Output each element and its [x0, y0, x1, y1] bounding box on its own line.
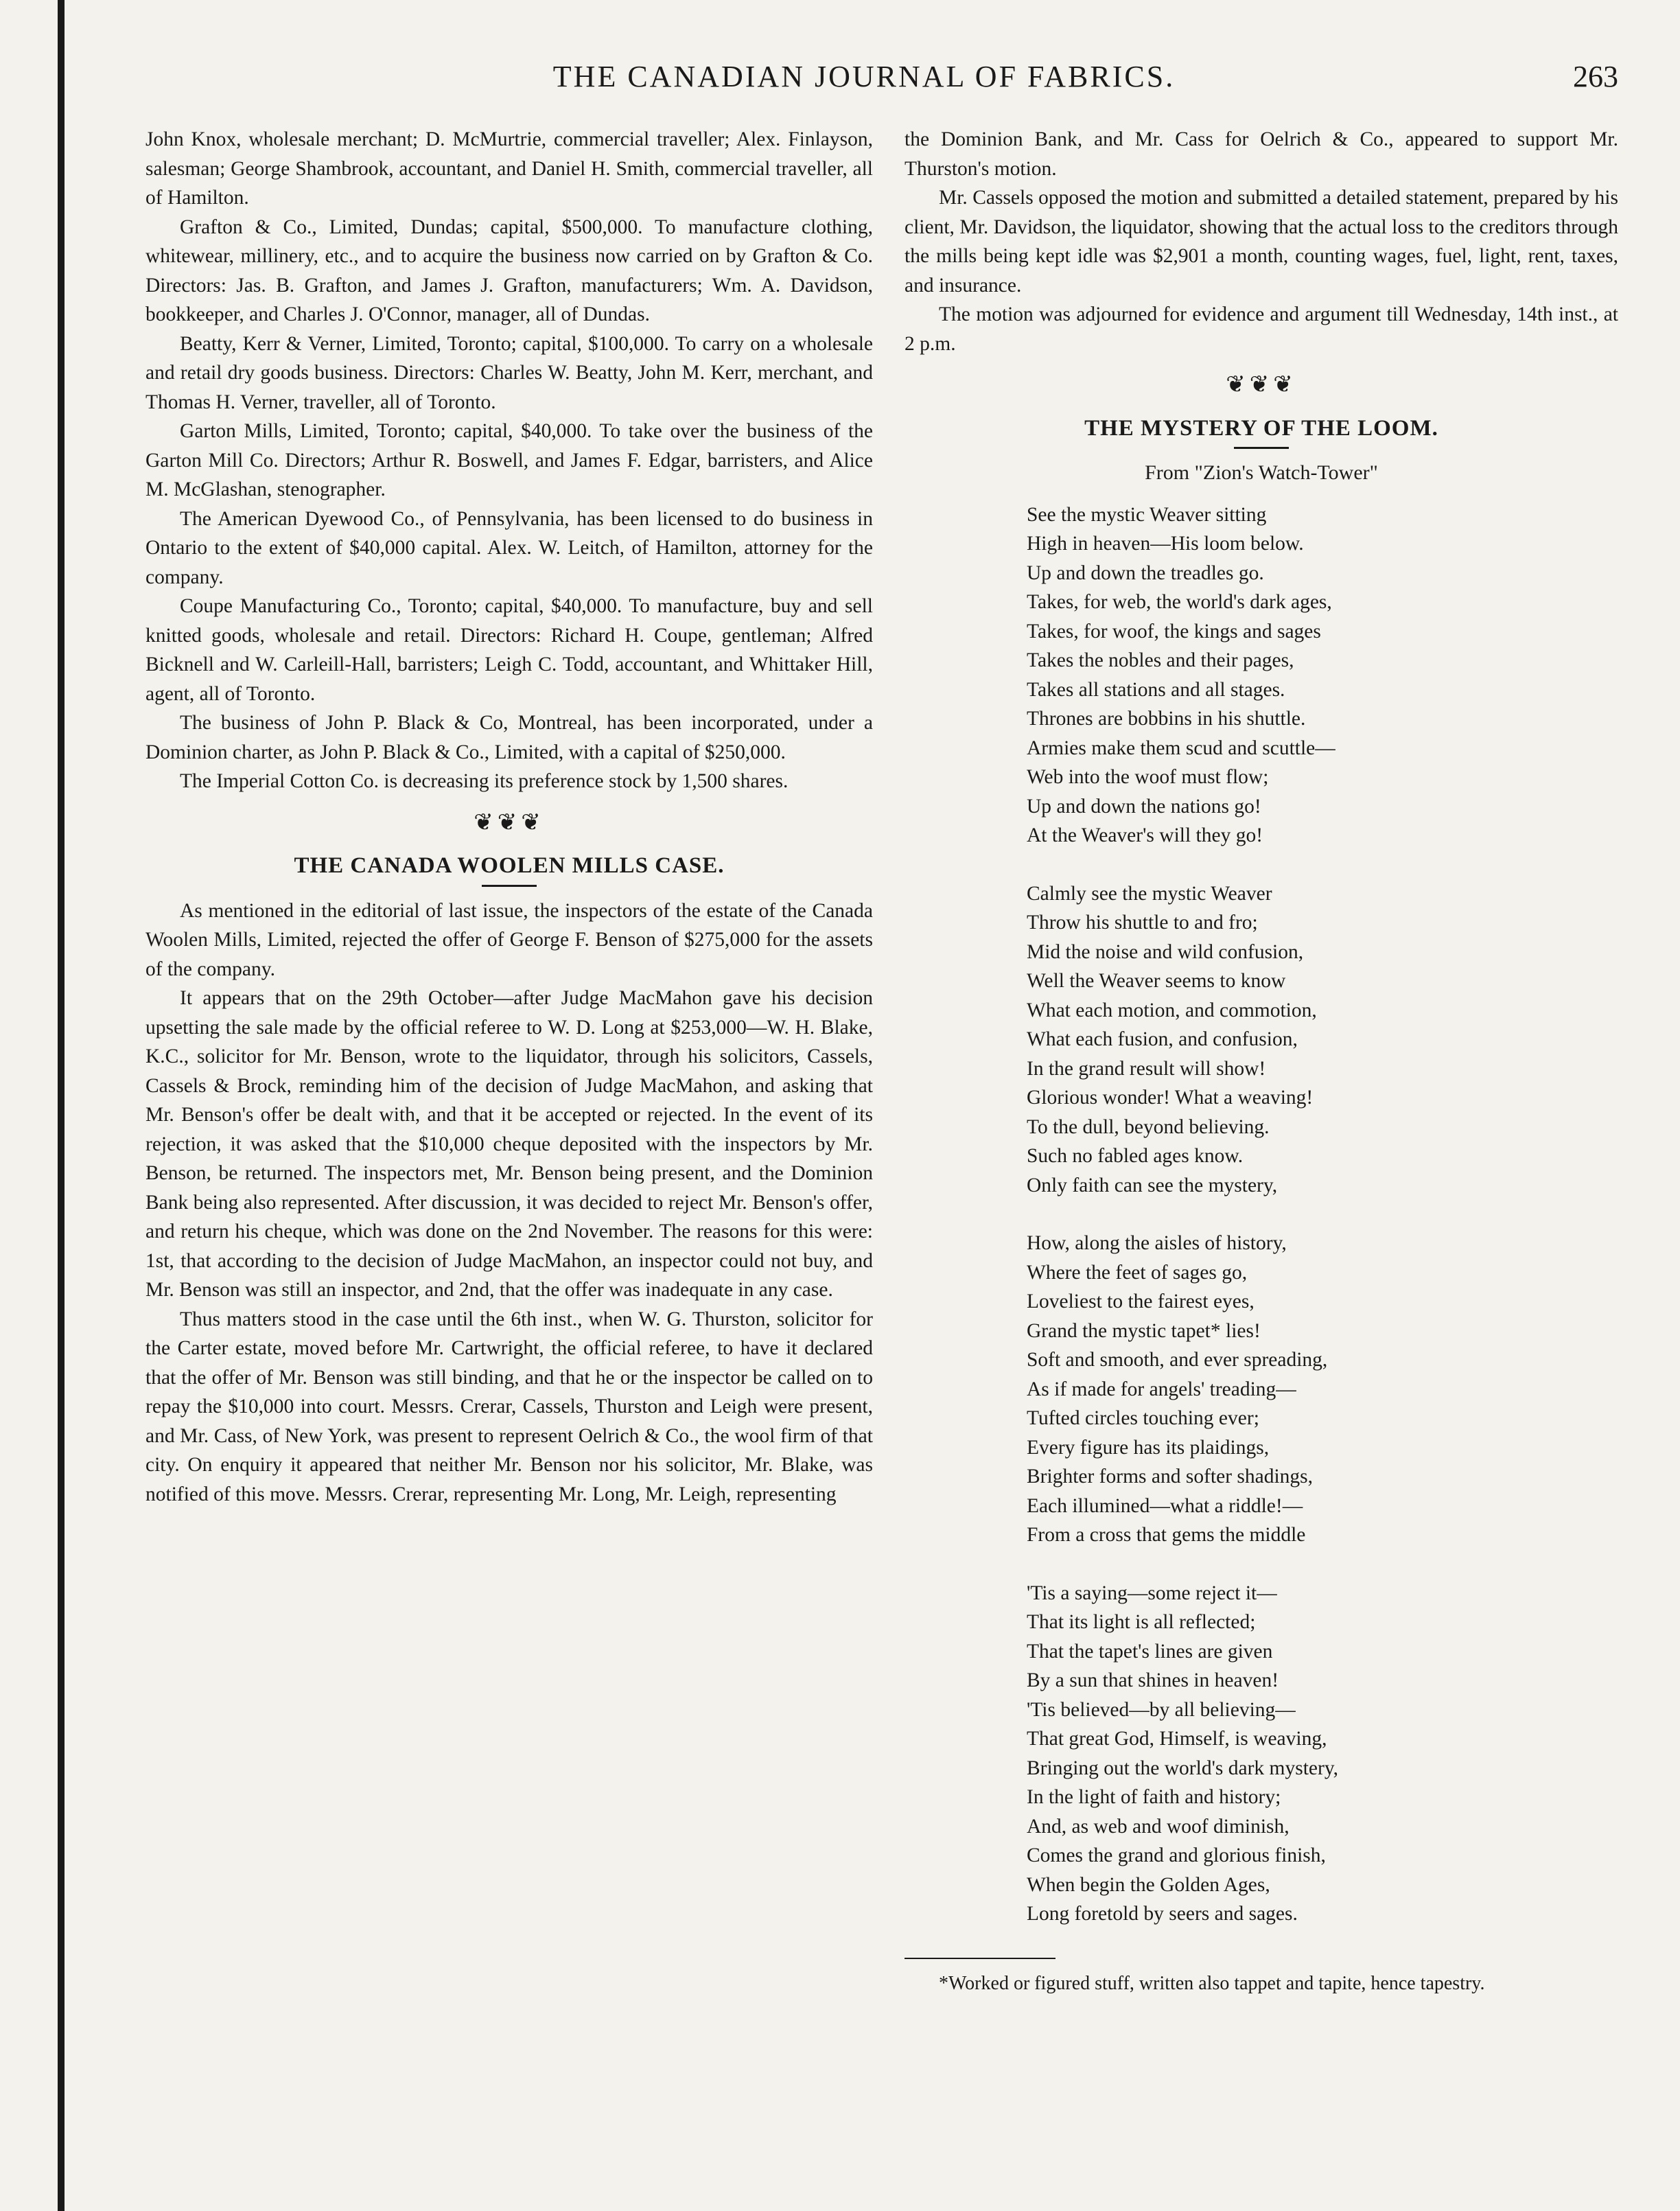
poem-line: Where the feet of sages go,: [1027, 1261, 1248, 1284]
poem-stanza: [1027, 879, 1618, 1201]
paragraph: Mr. Cassels opposed the motion and submitted a detailed statement, prepared by his client, Mr. Davidson, the liquidator, showing that the actual loss to the creditors through the mills being kept idle was $2,901 a month, counting wages, fuel, light, rent, taxes, and insurance.: [905, 187, 1618, 297]
poem-line: What each fusion, and confusion,: [1027, 1028, 1298, 1050]
poem-line: High in heaven—His loom below.: [1027, 533, 1304, 555]
right-column: [905, 125, 1618, 1998]
poem-line: Brighter forms and softer shadings,: [1027, 1466, 1314, 1487]
poem-line: Throw his shuttle to and fro;: [1027, 912, 1258, 934]
paragraph: Coupe Manufacturing Co., Toronto; capital, $40,000. To manufacture, buy and sell knitted goods, wholesale and retail. Directors: Richard H. Coupe, gentleman; Alfred Bicknell and W. Carleill-Hall, barristers; Leigh C. Todd, accountant, and Whittaker Hill, agent, all of Toronto.: [145, 595, 873, 705]
poem-line: Takes the nobles and their pages,: [1027, 649, 1294, 671]
poem-line: Loveliest to the fairest eyes,: [1027, 1290, 1255, 1312]
paragraph: Thus matters stood in the case until the 6th inst., when W. G. Thurston, solicitor for the Carter estate, moved before Mr. Cartwright, the official referee, to have it declared that the offer of Mr. Benson was still binding, and that he or the inspector be called on to repay the $10,000 into court. Messrs. Crerar, Cassels, Thurston and Leigh were present, and Mr. Cass, of New York, was present to represent Oelrich & Co., the wool firm of that city. On enquiry it appeared that neither Mr. Benson nor his solicitor, Mr. Blake, was notified of this move. Messrs. Crerar, representing Mr. Long, Mr. Leigh, representing: [145, 1308, 873, 1505]
journal-title: THE CANADIAN JOURNAL OF FABRICS.: [552, 60, 1176, 93]
footnote-rule: [905, 1958, 1055, 1959]
poem-line: That the tapet's lines are given: [1027, 1640, 1273, 1663]
section-ornament: ❦❦❦: [1226, 372, 1297, 397]
poem-line: Only faith can see the mystery,: [1027, 1174, 1278, 1196]
poem-line: Grand the mystic tapet* lies!: [1027, 1319, 1261, 1342]
footnote: *Worked or figured stuff, written also tappet and tapite, hence tapestry.: [939, 1972, 1485, 1994]
paragraph: Garton Mills, Limited, Toronto; capital, $40,000. To take over the business of the Garton Mill Co. Directors; Arthur R. Boswell, and James F. Edgar, barristers, and Alice M. McGlashan, stenographer.: [145, 420, 873, 500]
poem-line: Each illumined—what a riddle!—: [1027, 1494, 1303, 1517]
paragraph: As mentioned in the editorial of last issue, the inspectors of the estate of the Canada Woolen Mills, Limited, rejected the offer of George F. Benson of $275,000 for the assets of the company.: [145, 899, 873, 980]
poem-line: 'Tis a saying—some reject it—: [1027, 1582, 1277, 1604]
poem-line: Soft and smooth, and ever spreading,: [1027, 1349, 1328, 1371]
paragraph: John Knox, wholesale merchant; D. McMurtrie, commercial traveller; Alex. Finlayson, salesman; George Shambrook, accountant, and Daniel H. Smith, commercial traveller, all of Hamilton.: [145, 128, 873, 209]
paragraph: The Imperial Cotton Co. is decreasing its preference stock by 1,500 shares.: [180, 770, 789, 792]
section-heading: THE CANADA WOOLEN MILLS CASE.: [294, 853, 725, 878]
poem-line: Takes all stations and all stages.: [1027, 678, 1285, 701]
left-column: [145, 125, 873, 1509]
article-body: [145, 896, 873, 1509]
poem-line: Armies make them scud and scuttle—: [1027, 737, 1335, 759]
paragraph: It appears that on the 29th October—after Judge MacMahon gave his decision upsetting the sale made by the official referee to W. D. Long at $253,000—W. H. Blake, K.C., solicitor for Mr. Benson, wrote to the liquidator, through his solicitors, Cassels, Cassels & Brock, reminding him of the decision of Judge MacMahon, and asking that Mr. Benson's offer be dealt with, and that it be accepted or rejected. In the event of its rejection, it was asked that the $10,000 cheque deposited with the inspectors by Mr. Benson, be returned. The inspectors met, Mr. Benson being present, and the Dominion Bank being also represented. After discussion, it was decided to reject Mr. Benson's offer, and return his cheque, which was done on the 2nd November. The reasons for this were: 1st, that according to the decision of Judge MacMahon, an inspector could not buy, and Mr. Benson was still an inspector, and 2nd, that the offer was inadequate in any case.: [145, 987, 873, 1301]
poem-line: Up and down the treadles go.: [1027, 562, 1264, 584]
poem-line: Up and down the nations go!: [1027, 795, 1261, 818]
poem-line: Every figure has its plaidings,: [1027, 1436, 1270, 1459]
poem-stanza: [1027, 1229, 1618, 1550]
poem-line: What each motion, and commotion,: [1027, 999, 1317, 1021]
article-continuation: [905, 125, 1618, 358]
page-number: 263: [1573, 60, 1618, 93]
paragraph: Beatty, Kerr & Verner, Limited, Toronto; capital, $100,000. To carry on a wholesale and retail dry goods business. Directors: Charles W. Beatty, John M. Kerr, merchant, and Thomas H. Verner, traveller, all of Toronto.: [145, 332, 873, 413]
poem-line: To the dull, beyond believing.: [1027, 1115, 1270, 1138]
poem-line: By a sun that shines in heaven!: [1027, 1669, 1279, 1691]
poem-line: How, along the aisles of history,: [1027, 1232, 1287, 1254]
poem-line: Such no fabled ages know.: [1027, 1145, 1244, 1167]
paragraph: The motion was adjourned for evidence and argument till Wednesday, 14th inst., at 2 p.m.: [905, 303, 1618, 355]
poem-line: Mid the noise and wild confusion,: [1027, 940, 1304, 963]
poem-stanza: [1027, 500, 1618, 850]
poem-line: At the Weaver's will they go!: [1027, 824, 1263, 846]
poem-line: Long foretold by seers and sages.: [1027, 1903, 1298, 1925]
heading-rule: [1234, 447, 1289, 449]
poem-title: THE MYSTERY OF THE LOOM.: [1084, 415, 1438, 441]
poem-line: When begin the Golden Ages,: [1027, 1873, 1270, 1896]
poem-line: Thrones are bobbins in his shuttle.: [1027, 708, 1306, 730]
poem-line: Comes the grand and glorious finish,: [1027, 1844, 1326, 1866]
poem-line: From a cross that gems the middle: [1027, 1524, 1306, 1546]
poem-line: That its light is all reflected;: [1027, 1611, 1256, 1633]
poem-line: Bringing out the world's dark mystery,: [1027, 1757, 1339, 1779]
poem-line: Calmly see the mystic Weaver: [1027, 882, 1272, 905]
poem-line: Glorious wonder! What a weaving!: [1027, 1087, 1314, 1109]
poem-line: And, as web and woof diminish,: [1027, 1815, 1290, 1838]
paragraph: the Dominion Bank, and Mr. Cass for Oelrich & Co., appeared to support Mr. Thurston's motion.: [905, 128, 1618, 180]
poem-line: As if made for angels' treading—: [1027, 1378, 1296, 1400]
poem-line: In the light of faith and history;: [1027, 1786, 1281, 1808]
poem-source: From "Zion's Watch-Tower": [1145, 461, 1378, 484]
poem-line: Tufted circles touching ever;: [1027, 1407, 1259, 1429]
paragraph: The American Dyewood Co., of Pennsylvania, has been licensed to do business in Ontario to the extent of $40,000 capital. Alex. W. Leitch, of Hamilton, attorney for the company.: [145, 507, 873, 588]
poem-line: 'Tis believed—by all believing—: [1027, 1698, 1296, 1721]
paragraph: The business of John P. Black & Co, Montreal, has been incorporated, under a Dominion charter, as John P. Black & Co., Limited, with a capital of $250,000.: [145, 712, 873, 763]
page-binding-edge: [58, 0, 65, 2211]
poem-line: Well the Weaver seems to know: [1027, 970, 1286, 992]
poem-line: In the grand result will show!: [1027, 1057, 1266, 1080]
poem-line: That great God, Himself, is weaving,: [1027, 1728, 1327, 1750]
paragraph: Grafton & Co., Limited, Dundas; capital, $500,000. To manufacture clothing, whitewear, millinery, etc., and to acquire the business now carried on by Grafton & Co. Directors: Jas. B. Grafton, and James J. Grafton, manufacturers; Wm. A. Davidson, bookkeeper, and Charles J. O'Connor, manager, all of Dundas.: [145, 216, 873, 325]
poem-line: Web into the woof must flow;: [1027, 766, 1269, 788]
poem-line: See the mystic Weaver sitting: [1027, 503, 1267, 526]
page-header: [110, 59, 1618, 100]
poem-line: Takes, for web, the world's dark ages,: [1027, 591, 1332, 613]
section-ornament: ❦❦❦: [474, 809, 545, 835]
poem-stanza: [1027, 1579, 1618, 1929]
poem-line: Takes, for woof, the kings and sages: [1027, 620, 1321, 643]
company-notices: [145, 125, 873, 796]
poem: [1027, 500, 1618, 1929]
heading-rule: [482, 885, 537, 887]
